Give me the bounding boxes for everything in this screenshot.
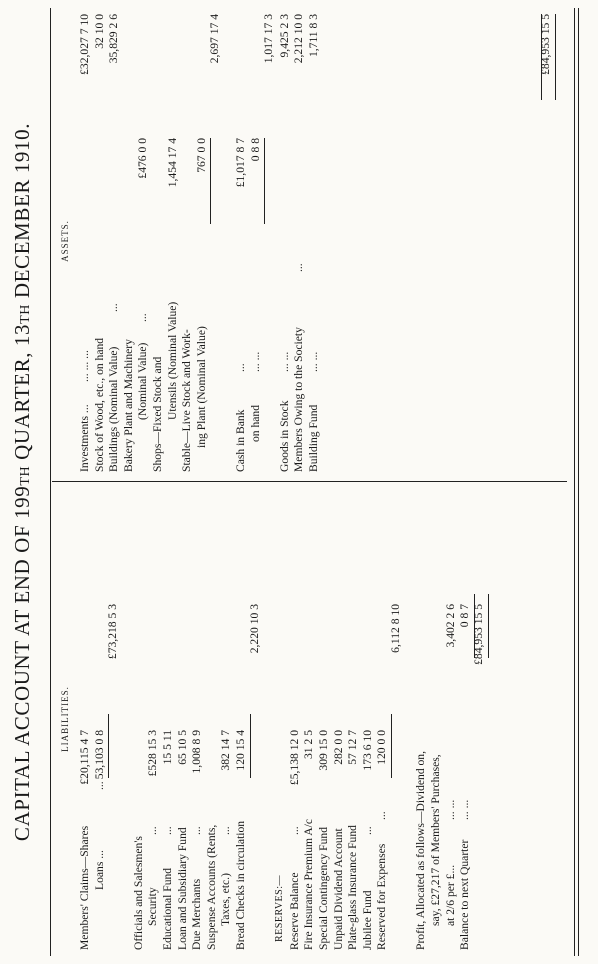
reserves-heading-row: RESERVES:—: [274, 875, 286, 942]
cash-in-bank-row: Cash in Bank ... £1,017 8 7: [233, 138, 247, 472]
bread-checks-total-row: 2,220 10 3: [249, 488, 264, 950]
liabilities-heading: LIABILITIES.: [60, 686, 70, 752]
assets-heading: ASSETS.: [60, 220, 70, 262]
profit-row-1: Profit, Allocated as follows—Dividend on,: [414, 750, 428, 950]
officials-row: Officials and Salesmen's: [131, 836, 145, 950]
stable-row-2: ing Plant (Nominal Value) 767 0 0: [194, 138, 208, 448]
unpaid-dividend-row: Unpaid Dividend Account 282 0 0: [331, 730, 345, 950]
assets-grand-total: £84,953 15 5: [540, 10, 555, 472]
stable-row-1: Stable—Live Stock and Work-: [180, 329, 194, 472]
page-title: CAPITAL ACCOUNT AT END OF 199TH QUARTER, 13TH DECEMBER 1910.: [10, 122, 34, 842]
buildings-row: Buildings (Nominal Value) ... 35,829 2 6: [107, 14, 121, 472]
reserved-expenses-row: Reserved for Expenses ... 120 0 0: [375, 730, 389, 950]
plate-glass-row: Plate-glass Insurance Fund 57 12 7: [346, 730, 360, 950]
goods-in-stock-row: Goods in Stock ... ... 9,425 2 3: [277, 14, 291, 472]
fixed-assets-total-row: 2,697 17 4: [209, 10, 224, 472]
on-hand-row: on hand ... ... 0 8 8: [248, 138, 262, 442]
fire-insurance-row: Fire Insurance Premium A/c 31 2 5: [302, 730, 316, 950]
loans-total-row: £73,218 5 3: [107, 488, 122, 950]
reserve-balance-row: Reserve Balance ... £5,138 12 0: [287, 730, 301, 950]
security-row: Security ... £528 15 3: [146, 730, 160, 926]
investments-row: Investments ... ... ... ... £32,027 7 10: [78, 14, 91, 472]
profit-row-2: say, £27,217 of Members' Purchases,: [429, 754, 443, 926]
bread-checks-row: Bread Checks in circulation 120 15 4: [233, 730, 247, 950]
jubilee-fund-row: Jubilee Fund ... 173 6 10: [360, 730, 374, 950]
balance-next-row: Balance to next Quarter ... ... 0 8 7: [458, 604, 472, 950]
stock-of-wood-row: Stock of Wood, etc., on hand 32 10 0: [92, 14, 106, 472]
cash-total-row: 1,017 17 3: [263, 10, 278, 472]
reserves-total-row: 6,112 8 10: [390, 488, 405, 950]
center-divider: [52, 481, 567, 482]
taxes-row: Taxes, etc.) ... 382 14 7: [219, 730, 233, 926]
building-fund-row: Building Fund ... ... 1,711 8 3: [306, 14, 320, 472]
bakery-row-1: Bakery Plant and Machinery: [121, 339, 135, 472]
educational-fund-row: Educational Fund ... 15 5 11: [160, 730, 174, 950]
shops-row-2: Utensils (Nominal Value) 1,454 17 4: [165, 138, 179, 420]
suspense-row: Suspense Accounts (Rents,: [204, 824, 218, 950]
assets-column: [58, 10, 322, 472]
special-contingency-row: Special Contingency Fund 309 15 0: [316, 730, 330, 950]
members-owing-row: Members Owing to the Society ... 2,212 10 0: [292, 14, 306, 472]
liabilities-grand-total-row: £84,953 15 5: [473, 488, 488, 950]
bakery-row-2: (Nominal Value) ... £476 0 0: [136, 138, 150, 420]
members-claims-row: Members' Claims—Shares £20,115 4 7: [78, 730, 91, 950]
due-merchants-row: Due Merchants ... 1,008 8 9: [190, 730, 204, 950]
profit-row-3: at 2/6 per £... ... ... 3,402 2 6: [443, 604, 457, 926]
liabilities-column: [58, 488, 487, 950]
loans-row: Loans ... ... 53,103 0 8: [92, 730, 106, 890]
bottom-rule-1: [574, 8, 575, 956]
top-rule: [50, 8, 51, 956]
shops-row-1: Shops—Fixed Stock and: [150, 356, 164, 472]
bottom-rule-2: [578, 8, 579, 956]
loan-subsidiary-row: Loan and Subsidiary Fund 65 10 5: [175, 730, 189, 950]
